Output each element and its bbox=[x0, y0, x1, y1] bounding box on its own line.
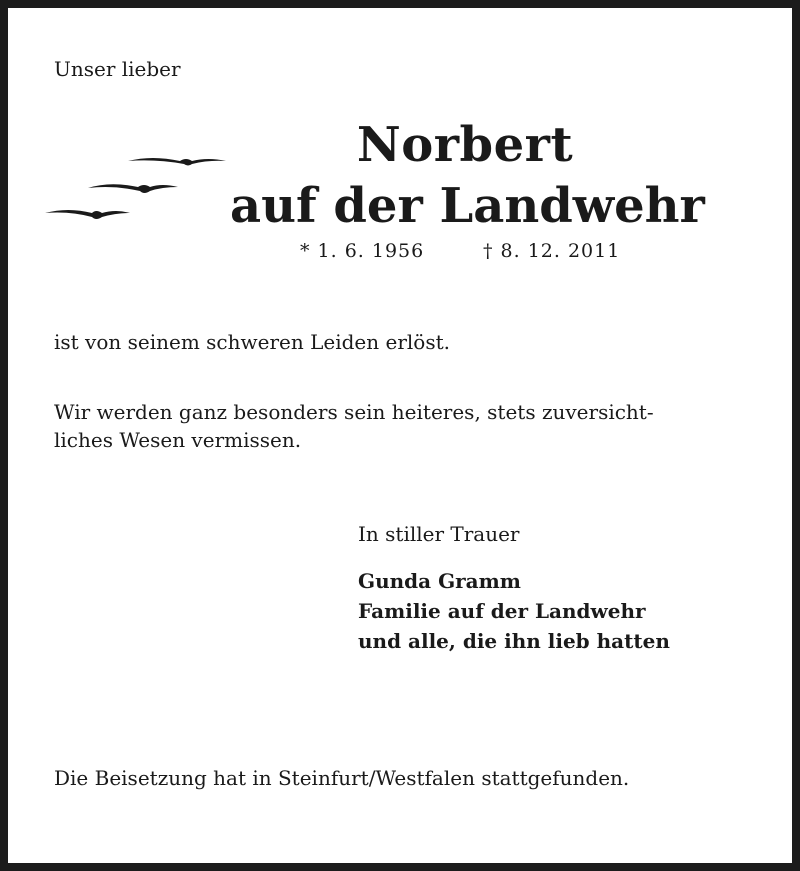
signers-list bbox=[358, 566, 670, 656]
memorial-paragraph bbox=[54, 398, 654, 454]
signer-name: Familie auf der Landwehr bbox=[358, 599, 646, 623]
deceased-last-name: auf der Landwehr bbox=[230, 178, 705, 234]
mourning-phrase: In stiller Trauer bbox=[358, 522, 520, 546]
release-sentence: ist von seinem schweren Leiden erlöst. bbox=[54, 330, 450, 354]
memorial-paragraph-line: liches Wesen vermissen. bbox=[54, 428, 302, 452]
burial-note: Die Beisetzung hat in Steinfurt/Westfalen stattgefunden. bbox=[54, 766, 630, 790]
deceased-first-name: Norbert bbox=[356, 117, 574, 173]
intro-text: Unser lieber bbox=[54, 57, 181, 81]
birth-date: * 1. 6. 1956 bbox=[300, 240, 425, 262]
signer-name: und alle, die ihn lieb hatten bbox=[358, 629, 670, 653]
death-date: † 8. 12. 2011 bbox=[483, 240, 621, 262]
memorial-paragraph-line: Wir werden ganz besonders sein heiteres, stets zuversicht- bbox=[54, 400, 654, 424]
signer-name: Gunda Gramm bbox=[358, 569, 521, 593]
